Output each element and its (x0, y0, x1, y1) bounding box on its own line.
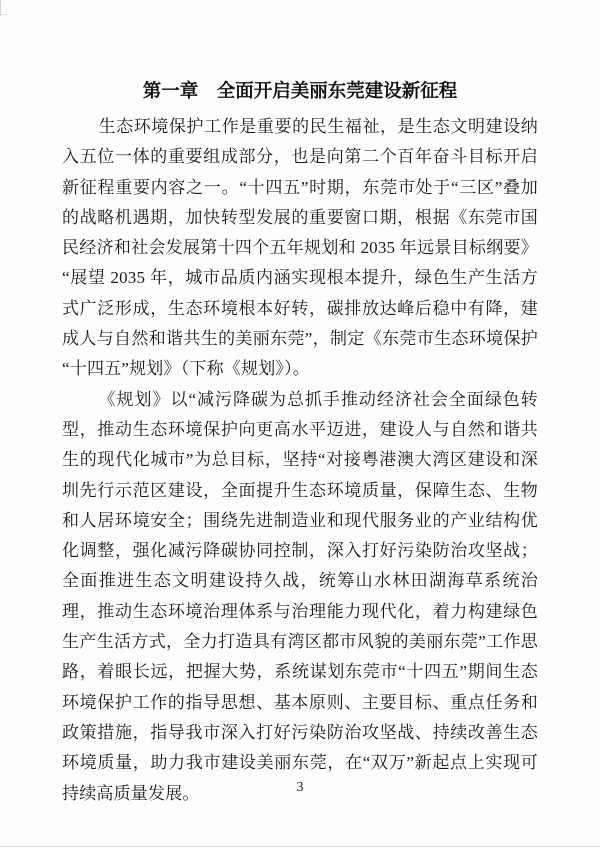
document-body (62, 112, 538, 809)
paragraph-2: 《规划》以“减污降碳为总抓手推动经济社会全面绿色转型，推动生态环境保护向更高水平迈进，建设人与自然和谐共生的现代化城市”为总目标，坚持“对接粤港澳大湾区建设和深圳先行示范区建设，全面提升生态环境质量，保障生态、生物和人居环境安全；围绕先进制造业和现代服务业的产业结构优化调整，强化减污降碳协同控制，深入打好污染防治攻坚战；全面推进生态文明建设持久战，统筹山水林田湖海草系统治理，推动生态环境治理体系与治理能力现代化，着力构建绿色生产生活方式，全力打造具有湾区都市风貌的美丽东莞”工作思路，着眼长远，把握大势，系统谋划东莞市“十四五”期间生态环境保护工作的指导思想、基本原则、主要目标、重点任务和政策措施，指导我市深入打好污染防治攻坚战、持续改善生态环境质量，助力我市建设美丽东莞，在“双万”新起点上实现可持续高质量发展。 (62, 389, 538, 803)
paragraph-1: 生态环境保护工作是重要的民生福祉，是生态文明建设纳入五位一体的重要组成部分，也是向第二个百年奋斗目标开启新征程重要内容之一。“十四五”时期，东莞市处于“三区”叠加的战略机遇期，加快转型发展的重要窗口期，根据《东莞市国民经济和社会发展第十四个五年规划和 2035 年远景目标纲要》“展望 2035 年，城市品质内涵实现根本提升，绿色生产生活方式广泛形成，生态环境根本好转，碳排放达峰后稳中有降，建成人与自然和谐共生的美丽东莞”，制定《东莞市生态环境保护“十四五”规划》（下称《规划》）。 (62, 117, 538, 379)
page-edge-shadow-bottom (0, 846, 600, 847)
page-number: 3 (296, 780, 304, 795)
page-edge-artifact-horizontal (0, 14, 7, 15)
chapter-title: 第一章 全面开启美丽东莞建设新征程 (142, 80, 458, 101)
